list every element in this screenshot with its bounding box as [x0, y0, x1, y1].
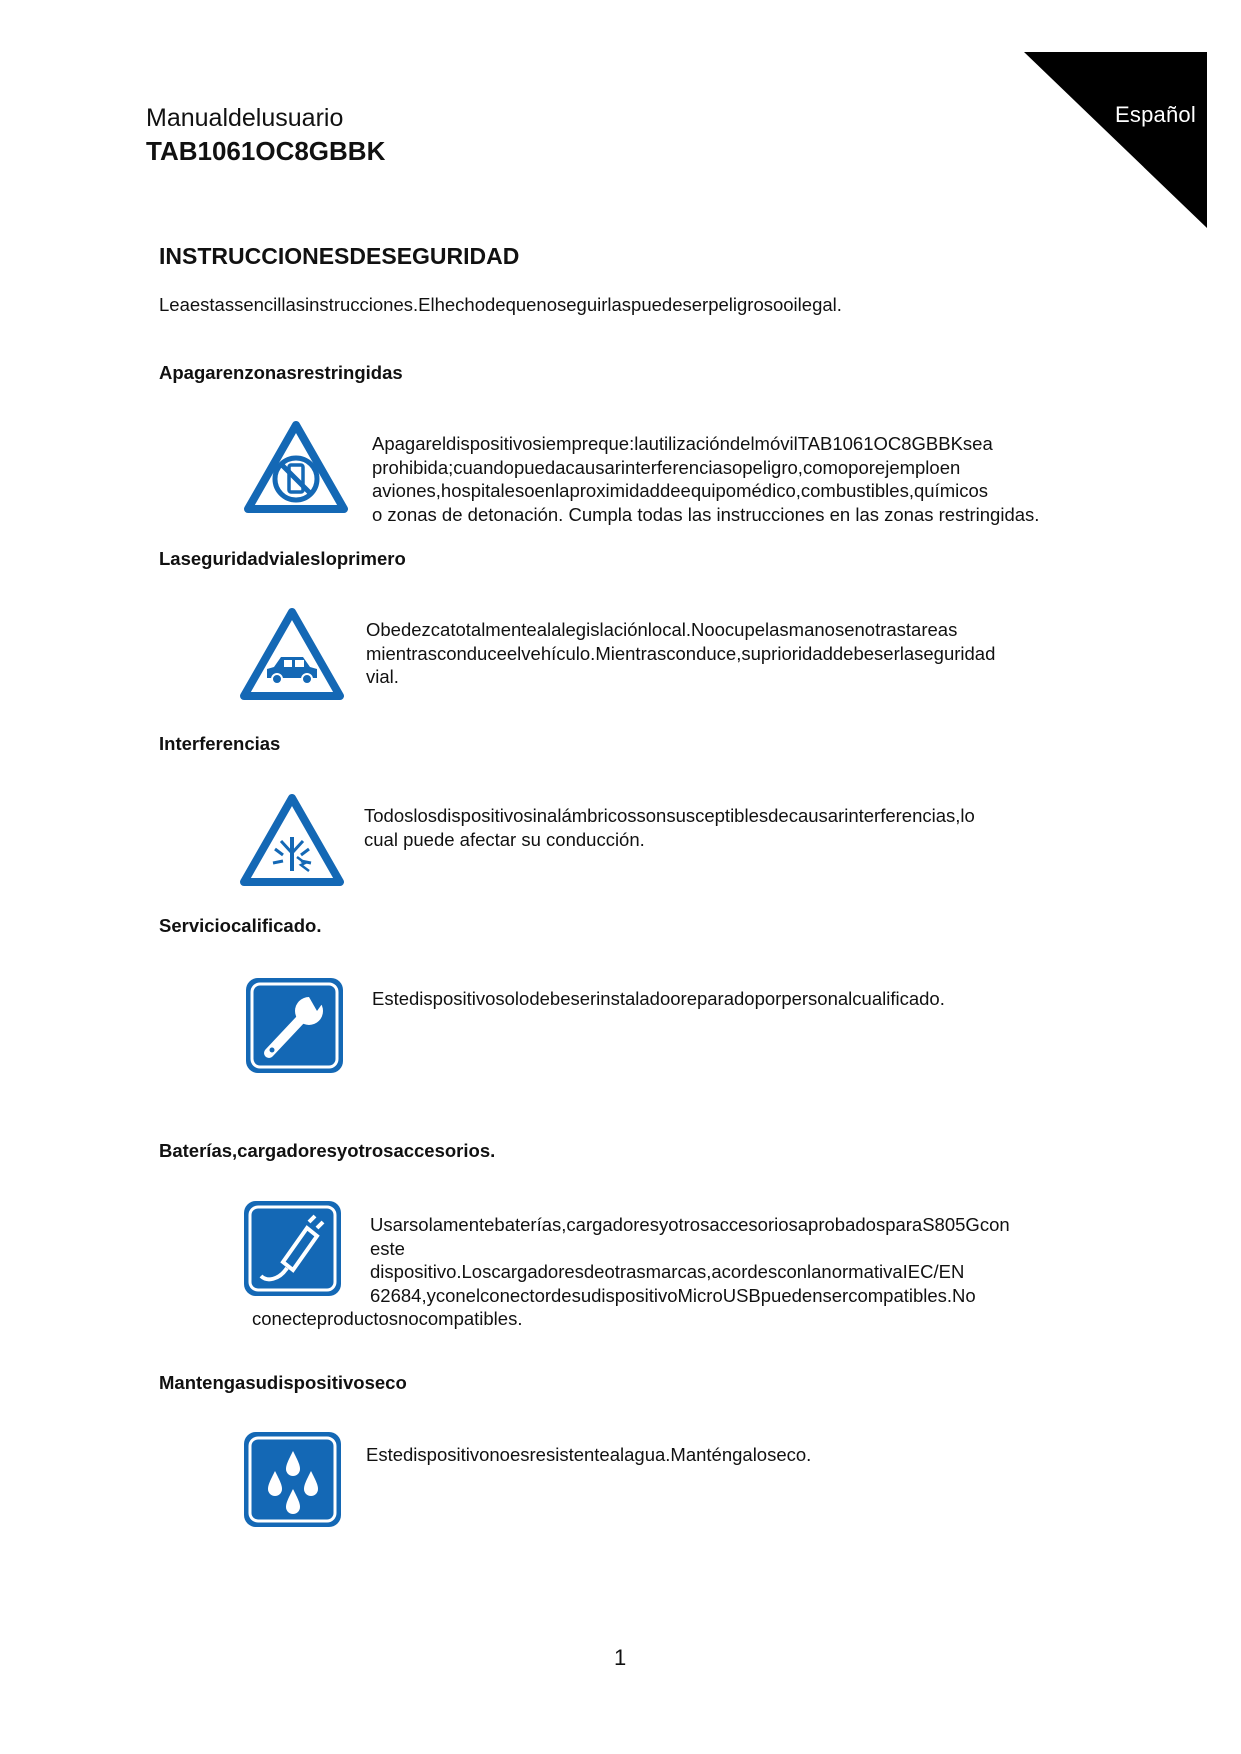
charger-plug-icon	[241, 1198, 344, 1299]
text-line: aviones,hospitalesoenlaproximidaddeequipomédico,combustibles,químicos	[372, 480, 989, 501]
intro-text: Leaestassencillasinstrucciones.Elhechodequenoseguirlaspuedeserpeligrosooilegal.	[159, 294, 842, 315]
section-text-interference	[364, 804, 975, 851]
text-line: Obedezcatotalmentealalegislaciónlocal.Noocupelasmanosenotrastareas	[366, 619, 958, 640]
page-heading: INSTRUCCIONESDESEGURIDAD	[159, 243, 520, 269]
text-line: Apagareldispositivosiempreque:lautilizacióndelmóvilTAB1061OC8GBBKsea	[372, 433, 993, 454]
text-line: dispositivo.Loscargadoresdeotrasmarcas,acordesconlanormativaIEC/EN	[370, 1261, 965, 1282]
text-line: cual puede afectar su conducción.	[364, 828, 645, 850]
section-text-batteries	[370, 1213, 1010, 1307]
section-heading-batteries: Baterías,cargadoresyotrosaccesorios.	[159, 1140, 496, 1161]
section-heading-restricted-areas: Apagarenzonasrestringidas	[159, 362, 403, 383]
document-title: Manualdelusuario	[146, 104, 344, 132]
section-text-keep-dry	[366, 1443, 811, 1467]
section-text-road-safety	[366, 618, 995, 689]
text-line: mientrasconduceelvehículo.Mientrasconduce,suprioridaddebeserlaseguridad	[366, 642, 996, 664]
car-warning-icon	[239, 607, 345, 701]
section-heading-interference: Interferencias	[159, 733, 281, 754]
text-line: Estedispositivosolodebeserinstaladooreparadoporpersonalcualificado.	[372, 988, 945, 1009]
text-line: Estedispositivonoesresistentealagua.Manténgaloseco.	[366, 1444, 812, 1465]
section-heading-keep-dry: Mantengasudispositivoseco	[159, 1372, 407, 1393]
section-text-restricted-areas	[372, 432, 1039, 526]
section-text-batteries-trailing: conecteproductosnocompatibles.	[252, 1308, 523, 1329]
section-heading-qualified-service: Serviciocalificado.	[159, 915, 322, 936]
text-line: o zonas de detonación. Cumpla todas las instrucciones en las zonas restringidas.	[372, 503, 1040, 525]
page-number: 1	[614, 1645, 627, 1670]
language-corner-badge	[1024, 52, 1207, 228]
text-line: Usarsolamentebaterías,cargadoresyotrosaccesoriosaprobadosparaS805Gcon	[370, 1214, 1010, 1235]
text-line: 62684,yconelconectordesudispositivoMicroUSBpuedensercompatibles.No	[370, 1284, 976, 1306]
document-model: TAB1061OC8GBBK	[146, 136, 386, 166]
section-heading-road-safety: Laseguridadvialesloprimero	[159, 548, 406, 569]
text-line: este	[370, 1237, 405, 1259]
section-text-qualified-service	[372, 987, 945, 1011]
text-line: vial.	[366, 666, 399, 687]
water-drops-icon	[241, 1429, 344, 1530]
text-line: prohibida;cuandopuedacausarinterferenciasopeligro,comoporejemploen	[372, 456, 961, 478]
no-phone-warning-icon	[243, 420, 349, 514]
text-line: Todoslosdispositivosinalámbricossonsusceptiblesdecausarinterferencias,lo	[364, 805, 975, 826]
wrench-icon	[243, 975, 346, 1076]
interference-warning-icon	[239, 793, 345, 887]
language-label: Español	[1115, 102, 1196, 127]
